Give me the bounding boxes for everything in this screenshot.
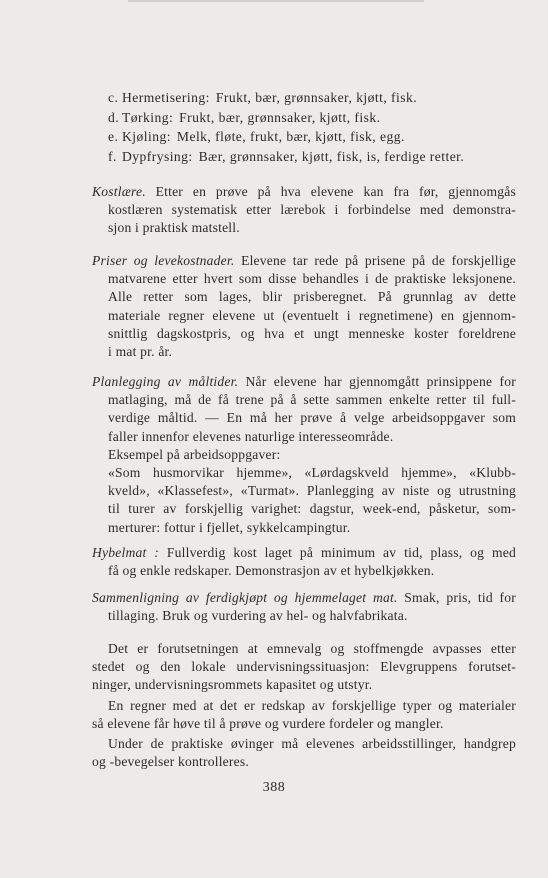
text-line: få og enkle redskaper. Demonstrasjon av et hybelkjøkken. <box>108 563 435 579</box>
text-line: og -bevegelser kontrolleres. <box>92 754 249 770</box>
text-line: faller innenfor elevenes naturlige interesseområde. <box>108 428 394 444</box>
list-letter: e. <box>108 129 119 144</box>
text-line: Eksempel på arbeidsoppgaver: <box>108 446 281 462</box>
list-label: Dypfrysing: <box>122 148 193 164</box>
page-number: 388 <box>262 780 286 795</box>
list-item <box>108 108 464 128</box>
text-line: til turer av forskjellig varighet: dagstur, week-end, påsketur, som- <box>108 501 516 517</box>
text-line: «Som husmorvikar hjemme», «Lørdagskveld hjemme», «Klubb- <box>108 465 516 481</box>
text-line: merturer: fottur i fjellet, sykkelcampingtur. <box>108 519 351 535</box>
text-line: En regner med at det er redskap av forskjellige typer og materialer <box>108 698 516 713</box>
text-run: Elevene tar rede på prisene på de forskjellige <box>234 253 516 268</box>
text-line: materiale regner elevene ut (eventuelt i regnetimene) en gjennom- <box>108 307 516 323</box>
list-letter: f. <box>108 148 117 164</box>
list-item <box>108 88 464 108</box>
text-line: så elevene får høve til å prøve og vurdere fordeler og mangler. <box>92 716 444 732</box>
text-line: Det er forutsetningen at emnevalg og stoffmengde avpasses etter <box>108 641 516 656</box>
text-run: Smak, pris, tid for <box>397 590 516 605</box>
closing-paragraph-3 <box>92 735 516 771</box>
text-line: kveld», «Klassefest», «Turmat». Planlegging av niste og utrustning <box>108 483 516 499</box>
text-line: kostlæren systematisk etter lærebok i forbindelse med demonstra- <box>108 202 516 218</box>
section-heading: Sammenligning av ferdigkjøpt og hjemmelaget mat. <box>92 590 398 605</box>
section-heading: Kostlære. <box>92 184 146 199</box>
list-text: Frukt, bær, grønnsaker, kjøtt, fisk. <box>179 109 381 125</box>
text-run: Når elevene har gjennomgått prinsippene for <box>238 374 516 389</box>
list-letter: c. <box>108 90 119 105</box>
list-item <box>108 127 464 147</box>
list-text: Bær, grønnsaker, kjøtt, fisk, is, ferdige retter. <box>198 148 465 164</box>
section-sammenligning <box>92 589 516 625</box>
text-line <box>92 183 516 201</box>
list-item <box>108 147 464 167</box>
section-heading: Priser og levekostnader. <box>92 253 235 268</box>
section-kostlaere <box>92 183 516 238</box>
list-letter: d. <box>108 109 120 125</box>
text-line: ninger, undervisningsrommets kapasitet og utstyr. <box>92 677 373 693</box>
text-line: Under de praktiske øvinger må elevenes arbeidsstillinger, handgrep <box>108 736 516 751</box>
list-label: Kjøling: <box>122 129 171 144</box>
top-edge-line <box>128 0 424 2</box>
text-line: stedet og den lokale undervisningssituasjon: Elevgruppens forutset- <box>92 659 516 675</box>
section-priser <box>92 252 516 361</box>
text-line: tillaging. Bruk og vurdering av hel- og halvfabrikata. <box>108 608 408 624</box>
text-line <box>92 373 516 391</box>
text-line: sjon i praktisk matstell. <box>108 220 240 236</box>
text-line: Alle retter som lages, blir prisberegnet. På grunnlag av dette <box>108 289 516 305</box>
list-text: Melk, fløte, frukt, bær, kjøtt, fisk, egg. <box>176 129 405 144</box>
text-line: i mat pr. år. <box>108 344 173 360</box>
text-line: snittlig dagskostpris, og hva et ungt menneske koster foreldrene <box>108 325 516 341</box>
text-line: matvarene etter hvert som disse behandles i de praktiske leksjonene. <box>108 271 516 287</box>
closing-paragraph-1 <box>92 640 516 695</box>
section-heading: Hybelmat : <box>92 545 160 560</box>
text-line <box>92 544 516 562</box>
text-line <box>92 589 516 607</box>
text-line: matlaging, må de få trene på å sette sammen enkelte retter til full- <box>108 392 516 408</box>
list-label: Hermetisering: <box>122 90 210 105</box>
list-text: Frukt, bær, grønnsaker, kjøtt, fisk. <box>215 90 418 105</box>
text-run: Etter en prøve på hva elevene kan fra før, gjennomgås <box>145 184 516 199</box>
text-line: verdige måltid. — En må her prøve å velge arbeidsoppgaver som <box>108 410 516 426</box>
preservation-list <box>108 88 464 166</box>
closing-paragraph-2 <box>92 697 516 733</box>
section-planlegging <box>92 373 516 537</box>
section-heading: Planlegging av måltider. <box>92 374 239 389</box>
text-run: Fullverdig kost laget på minimum av tid, plass, og med <box>159 545 516 560</box>
text-line <box>92 252 516 270</box>
list-label: Tørking: <box>122 109 174 125</box>
section-hybelmat <box>92 544 516 580</box>
